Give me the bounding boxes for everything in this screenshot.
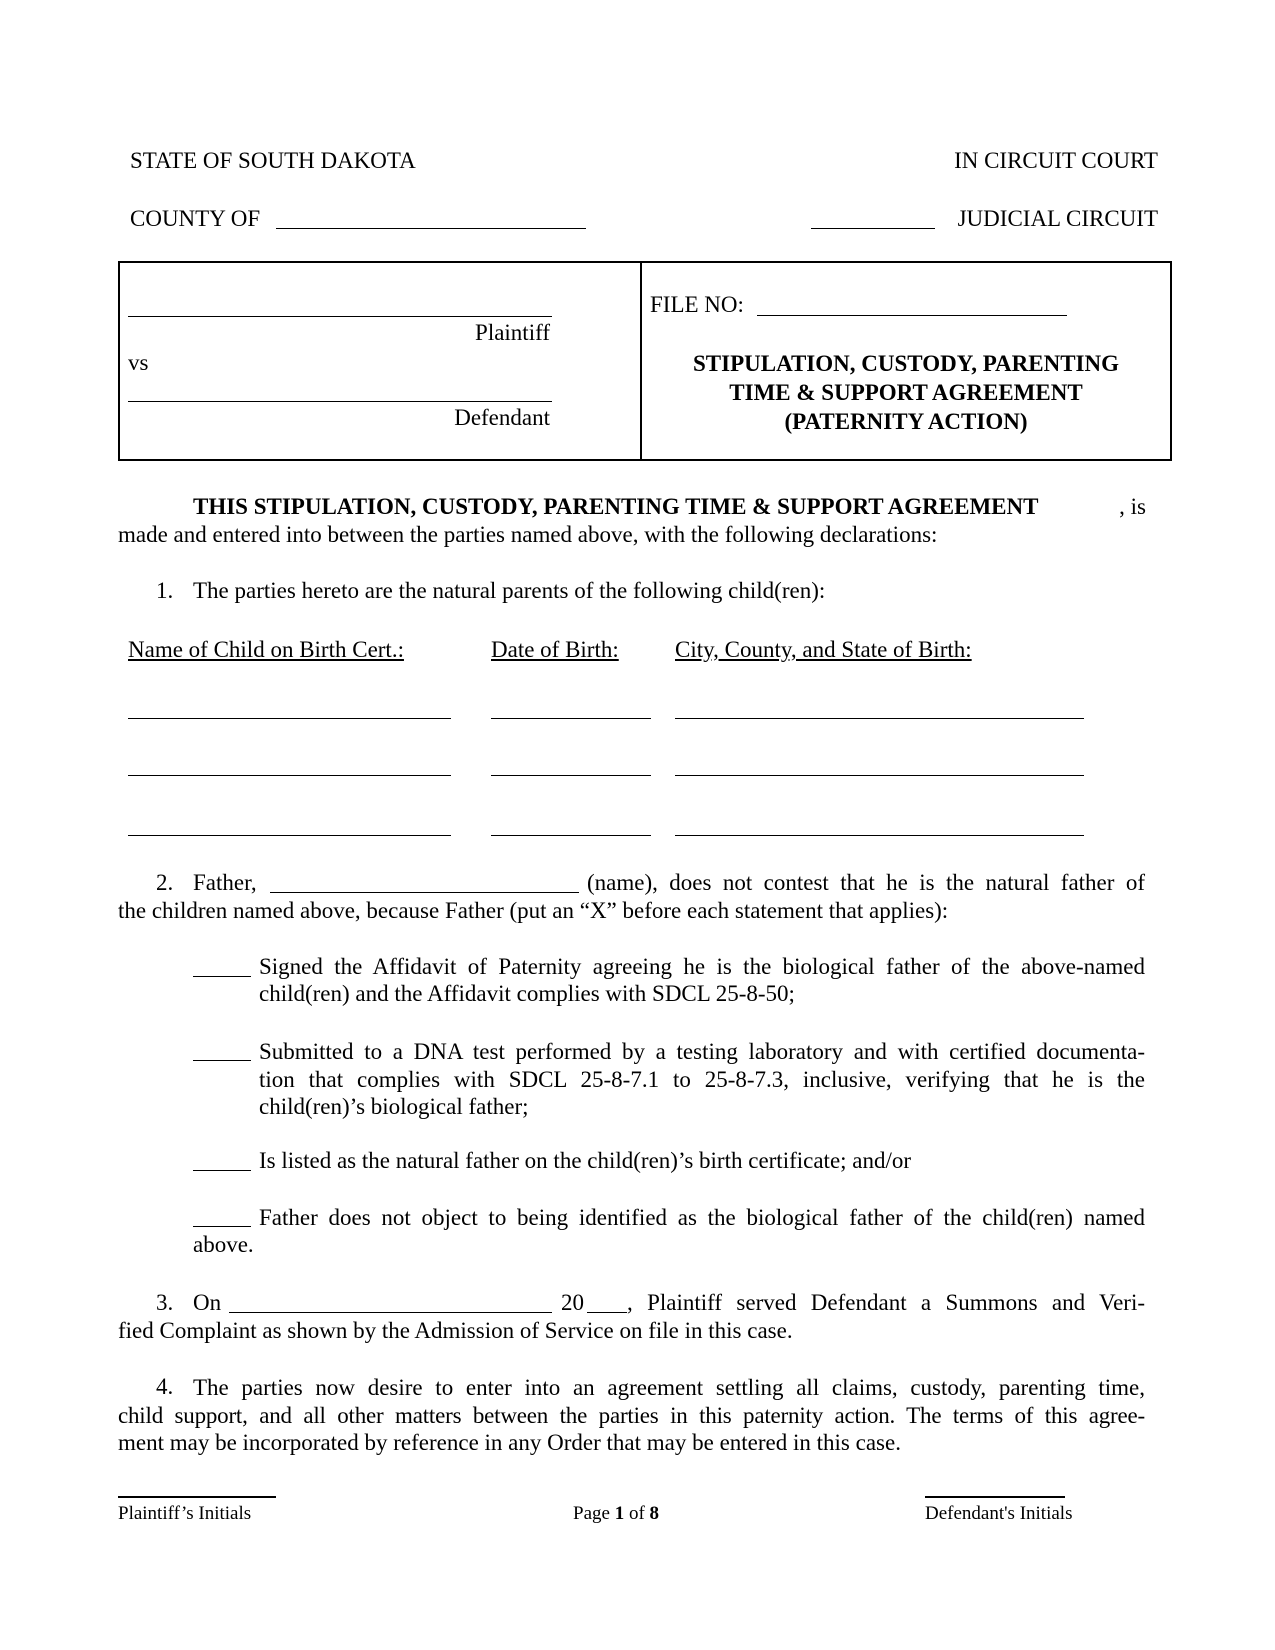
item2-father-label: Father, (193, 870, 257, 895)
caption-title-line1: STIPULATION, CUSTODY, PARENTING (692, 351, 1120, 376)
option-no-objection-line1: Father does not object to being identified as the biological father of the child(ren) named (259, 1205, 1145, 1230)
caption-title-line2: TIME & SUPPORT AGREEMENT (729, 380, 1083, 405)
service-date-blank[interactable] (229, 1312, 552, 1313)
child-name-blank[interactable] (128, 775, 451, 776)
item3-line2: fied Complaint as shown by the Admission of Service on file in this case. (118, 1318, 793, 1343)
file-no-label: FILE NO: (650, 292, 744, 317)
page-of: of (628, 1503, 645, 1524)
caption-divider (640, 261, 642, 461)
judicial-circuit-blank[interactable] (811, 228, 935, 229)
item2-line2: the children named above, because Father (put an “X” before each statement that applies): (118, 898, 949, 923)
plaintiff-name-blank[interactable] (128, 316, 552, 317)
intro-rest: , is (1119, 494, 1146, 519)
child-place-blank[interactable] (675, 835, 1084, 836)
option-dna-line1: Submitted to a DNA test performed by a testing laboratory and with certified documenta- (259, 1039, 1145, 1064)
county-blank[interactable] (276, 228, 586, 229)
column-header-child-name: Name of Child on Birth Cert.: (128, 637, 404, 662)
service-year-blank[interactable] (587, 1312, 627, 1313)
defendant-initials-blank[interactable] (925, 1496, 1065, 1498)
judicial-circuit-label: JUDICIAL CIRCUIT (957, 206, 1158, 231)
item4-line1: The parties now desire to enter into an agreement settling all claims, custody, parenting time, (193, 1375, 1145, 1400)
defendant-name-blank[interactable] (128, 401, 552, 402)
item3-rest-line1: , Plaintiff served Defendant a Summons and Veri- (627, 1290, 1145, 1315)
child-dob-blank[interactable] (491, 718, 651, 719)
item1-text: The parties hereto are the natural parents of the following child(ren): (193, 578, 826, 603)
defendant-initials-label: Defendant's Initials (925, 1503, 1073, 1524)
child-place-blank[interactable] (675, 775, 1084, 776)
intro-line1 (193, 494, 1146, 520)
item4-line2: child support, and all other matters between the parties in this paternity action. The terms of this agree- (118, 1403, 1145, 1428)
caption-title-line3: (PATERNITY ACTION) (784, 409, 1028, 434)
item4-number: 4. (156, 1374, 174, 1399)
option-dna-line3: child(ren)’s biological father; (259, 1094, 529, 1119)
page-current: 1 (614, 1503, 625, 1524)
child-dob-blank[interactable] (491, 835, 651, 836)
page-total: 8 (649, 1503, 660, 1524)
defendant-label: Defendant (454, 405, 550, 430)
vs-label: vs (128, 350, 149, 375)
file-no-blank[interactable] (757, 315, 1067, 316)
plaintiff-initials-label: Plaintiff’s Initials (118, 1503, 252, 1524)
option-dna-checkbox-blank[interactable] (193, 1060, 251, 1061)
child-name-blank[interactable] (128, 718, 451, 719)
option-no-objection-line2: above. (193, 1232, 254, 1257)
item3-year-prefix: 20 (561, 1290, 584, 1315)
plaintiff-label: Plaintiff (475, 320, 550, 345)
state-heading: STATE OF SOUTH DAKOTA (130, 148, 416, 173)
column-header-date-of-birth: Date of Birth: (491, 637, 619, 662)
county-label: COUNTY OF (130, 206, 261, 231)
plaintiff-initials-blank[interactable] (118, 1496, 276, 1498)
item2-name-suffix: (name), does not contest that he is the natural father of (587, 870, 1145, 895)
option-no-objection-checkbox-blank[interactable] (193, 1226, 251, 1227)
page-word: Page (573, 1503, 610, 1524)
item3-number: 3. (156, 1290, 174, 1315)
father-name-blank[interactable] (270, 892, 579, 893)
child-name-blank[interactable] (128, 835, 451, 836)
court-heading: IN CIRCUIT COURT (954, 148, 1158, 173)
item3-on-label: On (193, 1290, 222, 1315)
intro-bold-title: THIS STIPULATION, CUSTODY, PARENTING TIME & SUPPORT AGREEMENT (193, 494, 1039, 519)
option-affidavit-line2: child(ren) and the Affidavit complies with SDCL 25-8-50; (259, 981, 795, 1006)
item2-number: 2. (156, 870, 174, 895)
option-birth-certificate-checkbox-blank[interactable] (193, 1170, 251, 1171)
option-affidavit-line1: Signed the Affidavit of Paternity agreeing he is the biological father of the above-named (259, 954, 1145, 979)
child-place-blank[interactable] (675, 718, 1084, 719)
child-dob-blank[interactable] (491, 775, 651, 776)
intro-line2: made and entered into between the parties named above, with the following declarations: (118, 522, 938, 547)
column-header-place-of-birth: City, County, and State of Birth: (675, 637, 972, 662)
item1-number: 1. (156, 578, 174, 603)
item4-line3: ment may be incorporated by reference in any Order that may be entered in this case. (118, 1430, 901, 1455)
option-affidavit-checkbox-blank[interactable] (193, 976, 251, 977)
option-birth-certificate-line1: Is listed as the natural father on the child(ren)’s birth certificate; and/or (259, 1148, 912, 1173)
page-indicator (573, 1503, 659, 1525)
option-dna-line2: tion that complies with SDCL 25-8-7.1 to 25-8-7.3, inclusive, verifying that he is the (259, 1067, 1145, 1092)
